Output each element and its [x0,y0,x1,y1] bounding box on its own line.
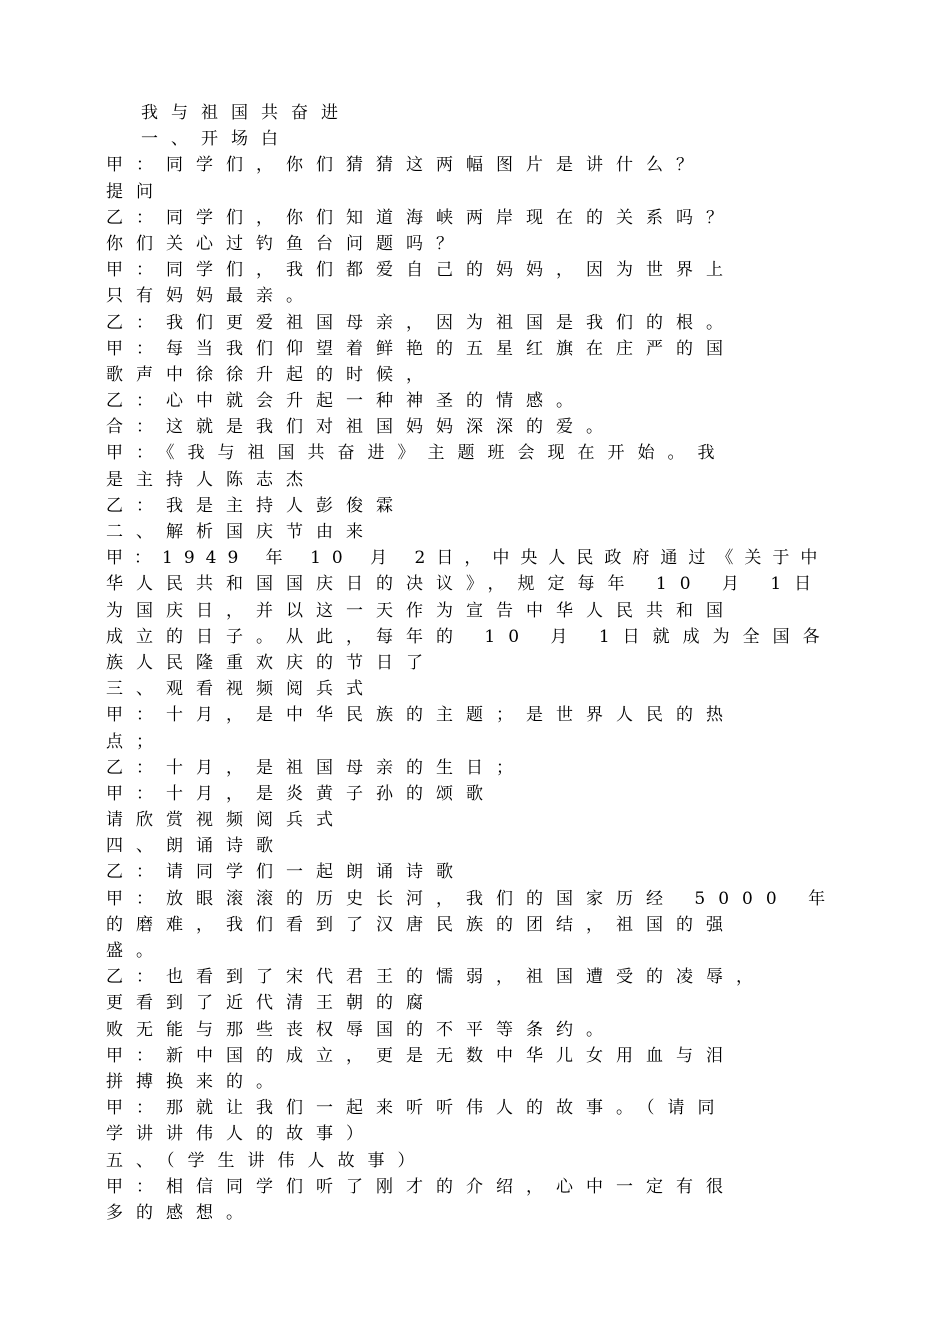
text-line: 甲：每当我们仰望着鲜艳的五星红旗在庄严的国 [106,338,736,359]
text-line: 甲：十月，是炎黄子孙的颂歌 [106,783,496,804]
text-line: 甲：新中国的成立，更是无数中华儿女用血与泪 [106,1045,736,1066]
text-line: 的磨难，我们看到了汉唐民族的团结，祖国的强 [106,914,736,935]
text-line: 提问 [106,181,166,202]
text-line: 为国庆日，并以这一天作为宣告中华人民共和国 [106,600,736,621]
text-line: 学讲讲伟人的故事） [106,1124,376,1145]
text-line: 乙：十月，是祖国母亲的生日； [106,757,526,778]
text-line: 乙：我是主持人彭俊霖 [106,495,406,516]
text-line: 点； [106,731,166,752]
text-line: 甲：同学们，你们猜猜这两幅图片是讲什么？ [106,155,706,176]
text-line: 一、开场白 [141,129,291,150]
text-line: 盛。 [106,941,166,961]
text-line: 二、解析国庆节由来 [106,522,376,542]
text-line: 四、朗诵诗歌 [106,836,286,857]
text-line: 甲：1949 年 10 月 2日，中央人民政府通过《关于中 [106,548,829,569]
text-line: 甲：同学们，我们都爱自己的妈妈，因为世界上 [106,260,736,281]
text-line: 五、（学生讲伟人故事） [106,1150,428,1171]
text-line: 我与祖国共奋进 [141,103,351,123]
text-line: 是主持人陈志杰 [106,469,316,490]
document-body [106,100,841,1226]
text-line: 乙：同学们，你们知道海峡两岸现在的关系吗？ [106,207,736,228]
text-line: 甲：《我与祖国共奋进》主题班会现在开始。我 [106,443,728,464]
text-line: 乙：心中就会升起一种神圣的情感。 [106,391,586,412]
text-line: 三、观看视频阅兵式 [106,679,376,700]
text-line: 你们关心过钓鱼台问题吗？ [106,233,466,254]
text-line: 甲：放眼滚滚的历史长河，我们的国家历经 5000 年 [106,888,839,909]
text-line: 甲：相信同学们听了刚才的介绍，心中一定有很 [106,1176,736,1197]
text-line: 败无能与那些丧权辱国的不平等条约。 [106,1019,616,1040]
text-line: 乙：我们更爱祖国母亲，因为祖国是我们的根。 [106,312,736,333]
text-line: 甲：那就让我们一起来听听伟人的故事。（请同 [106,1098,728,1119]
text-line: 族人民隆重欢庆的节日了 [106,652,436,673]
text-line: 拼搏换来的。 [106,1071,286,1092]
text-line: 请欣赏视频阅兵式 [106,810,346,831]
text-line: 甲：十月，是中华民族的主题；是世界人民的热 [106,705,736,726]
text-line: 多的感想。 [106,1202,256,1223]
text-line: 歌声中徐徐升起的时候， [106,364,436,385]
text-line: 更看到了近代清王朝的腐 [106,993,436,1014]
text-line: 乙：请同学们一起朗诵诗歌 [106,862,466,883]
text-line: 华人民共和国国庆日的决议》，规定每年 10 月 1日 [106,574,825,595]
text-line: 只有妈妈最亲。 [106,286,316,307]
text-line: 乙：也看到了宋代君王的懦弱，祖国遭受的凌辱， [106,967,766,988]
text-line: 成立的日子。从此，每年的 10 月 1日就成为全国各 [106,626,833,647]
text-line: 合：这就是我们对祖国妈妈深深的爱。 [106,417,616,438]
